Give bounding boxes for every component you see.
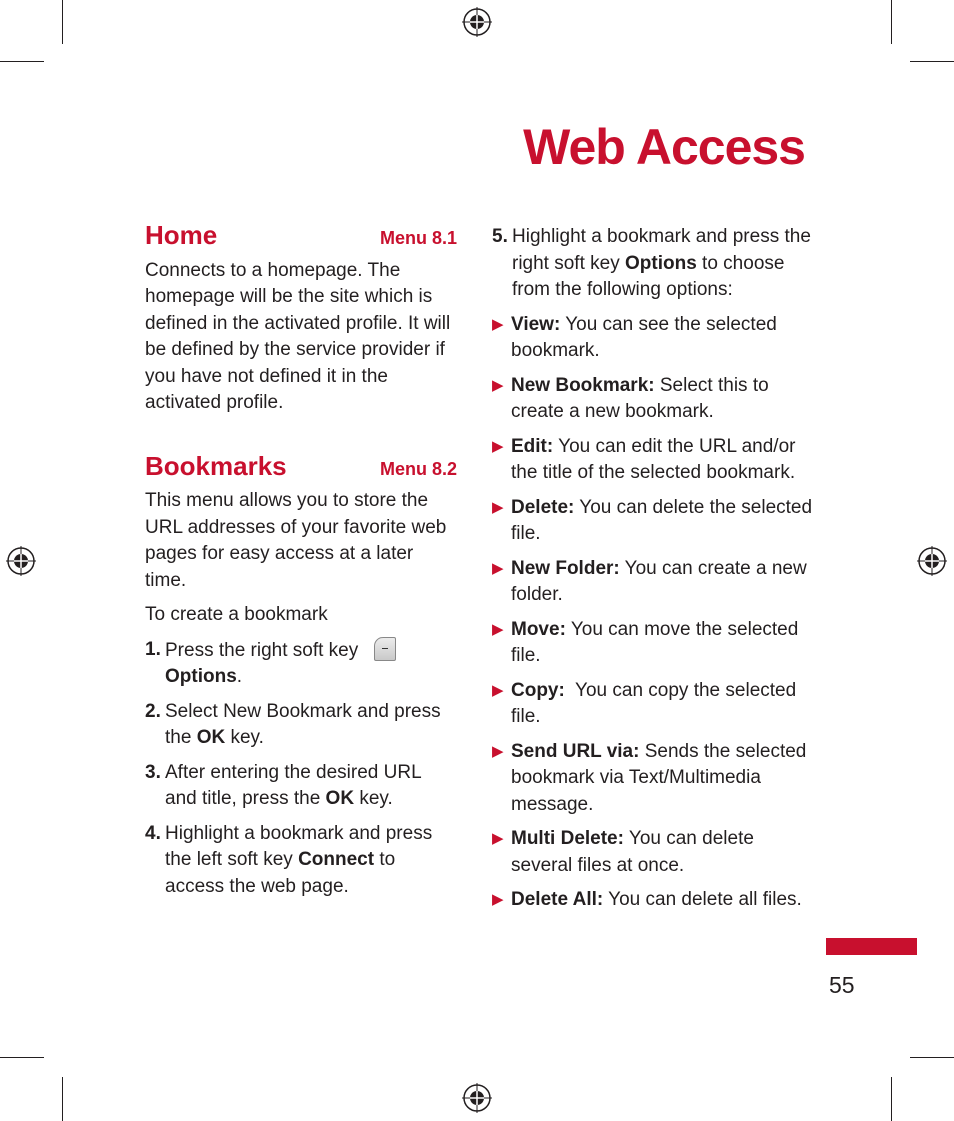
home-title: Home bbox=[145, 220, 218, 250]
option-text: Send URL via: Sends the selected bookmark via Text/Multimedia message. bbox=[511, 740, 807, 815]
page-tab-marker bbox=[826, 938, 917, 955]
crop-mark bbox=[62, 1077, 63, 1121]
step-text: Highlight a bookmark and press the right soft key Options to choose from the following options: bbox=[512, 226, 811, 300]
registration-mark-icon bbox=[6, 546, 36, 576]
crop-mark bbox=[0, 1057, 44, 1058]
option-text: Multi Delete: You can delete several files at once. bbox=[511, 828, 754, 876]
option-text: Move: You can move the selected file. bbox=[511, 618, 799, 666]
option-item bbox=[492, 678, 814, 731]
triangle-bullet-icon: ▶ bbox=[492, 681, 504, 699]
step-number: 2. bbox=[145, 700, 161, 722]
triangle-bullet-icon: ▶ bbox=[492, 830, 504, 847]
bookmarks-section-header bbox=[145, 450, 457, 483]
bookmarks-menu-number: Menu 8.2 bbox=[379, 458, 457, 479]
registration-mark-icon bbox=[462, 1083, 492, 1113]
step-text: After entering the desired URL and title, press the OK key. bbox=[165, 761, 421, 809]
option-text: Copy: You can copy the selected file. bbox=[511, 679, 802, 727]
step-number: 4. bbox=[145, 822, 161, 844]
home-section-header bbox=[145, 222, 457, 252]
step-item bbox=[145, 637, 457, 691]
option-item bbox=[492, 617, 814, 670]
registration-mark-icon bbox=[917, 546, 947, 576]
option-text: Delete All: You can delete all files. bbox=[511, 889, 802, 910]
option-text: Edit: You can edit the URL and/or the title of the selected bookmark. bbox=[511, 435, 796, 483]
step-item bbox=[145, 821, 457, 901]
right-soft-key-icon bbox=[374, 637, 396, 661]
option-text: New Bookmark: Select this to create a new bookmark. bbox=[511, 374, 769, 422]
triangle-bullet-icon: ▶ bbox=[492, 376, 504, 394]
option-item bbox=[492, 495, 814, 548]
option-item bbox=[492, 739, 814, 819]
crop-mark bbox=[910, 61, 954, 62]
option-item bbox=[492, 434, 814, 487]
home-menu-number: Menu 8.1 bbox=[379, 228, 457, 248]
right-column bbox=[492, 224, 814, 914]
triangle-bullet-icon: ▶ bbox=[492, 498, 504, 516]
page-title: Web Access bbox=[523, 119, 805, 175]
step-number: 5. bbox=[492, 226, 508, 247]
step-item bbox=[145, 699, 457, 752]
option-text: New Folder: You can create a new folder. bbox=[511, 557, 807, 605]
option-item bbox=[492, 373, 814, 426]
left-column bbox=[145, 222, 457, 900]
step-text: Highlight a bookmark and press the left soft key Connect to access the web page. bbox=[165, 822, 433, 897]
option-item bbox=[492, 556, 814, 609]
page-number: 55 bbox=[829, 972, 855, 998]
step-number: 3. bbox=[145, 761, 161, 783]
crop-mark bbox=[891, 0, 892, 44]
bookmarks-lead: To create a bookmark bbox=[145, 604, 328, 625]
crop-mark bbox=[0, 61, 44, 62]
option-text: View: You can see the selected bookmark. bbox=[511, 313, 777, 361]
crop-mark bbox=[910, 1057, 954, 1058]
crop-mark bbox=[62, 0, 63, 44]
home-description: Connects to a homepage. The homepage will be the site which is defined in the activated profile. It will be defined by the service provider if you have not defined it in the activated profile. bbox=[145, 259, 451, 413]
step-item bbox=[145, 760, 457, 813]
step-item bbox=[492, 224, 814, 304]
step-text: Select New Bookmark and press the OK key. bbox=[165, 700, 441, 748]
option-item bbox=[492, 887, 814, 914]
bookmarks-intro: This menu allows you to store the URL addresses of your favorite web pages for easy access at a later time. bbox=[145, 490, 447, 591]
triangle-bullet-icon: ▶ bbox=[492, 891, 504, 908]
option-item bbox=[492, 312, 814, 365]
bookmarks-title: Bookmarks bbox=[145, 450, 287, 481]
step-text: Press the right soft key Options. bbox=[165, 637, 457, 691]
triangle-bullet-icon: ▶ bbox=[492, 437, 504, 455]
registration-mark-icon bbox=[462, 7, 492, 37]
step-number: 1. bbox=[145, 638, 161, 660]
option-item bbox=[492, 826, 814, 879]
triangle-bullet-icon: ▶ bbox=[492, 620, 504, 638]
crop-mark bbox=[891, 1077, 892, 1121]
triangle-bullet-icon: ▶ bbox=[492, 559, 504, 577]
triangle-bullet-icon: ▶ bbox=[492, 315, 504, 333]
triangle-bullet-icon: ▶ bbox=[492, 742, 504, 760]
option-text: Delete: You can delete the selected file. bbox=[511, 496, 813, 544]
